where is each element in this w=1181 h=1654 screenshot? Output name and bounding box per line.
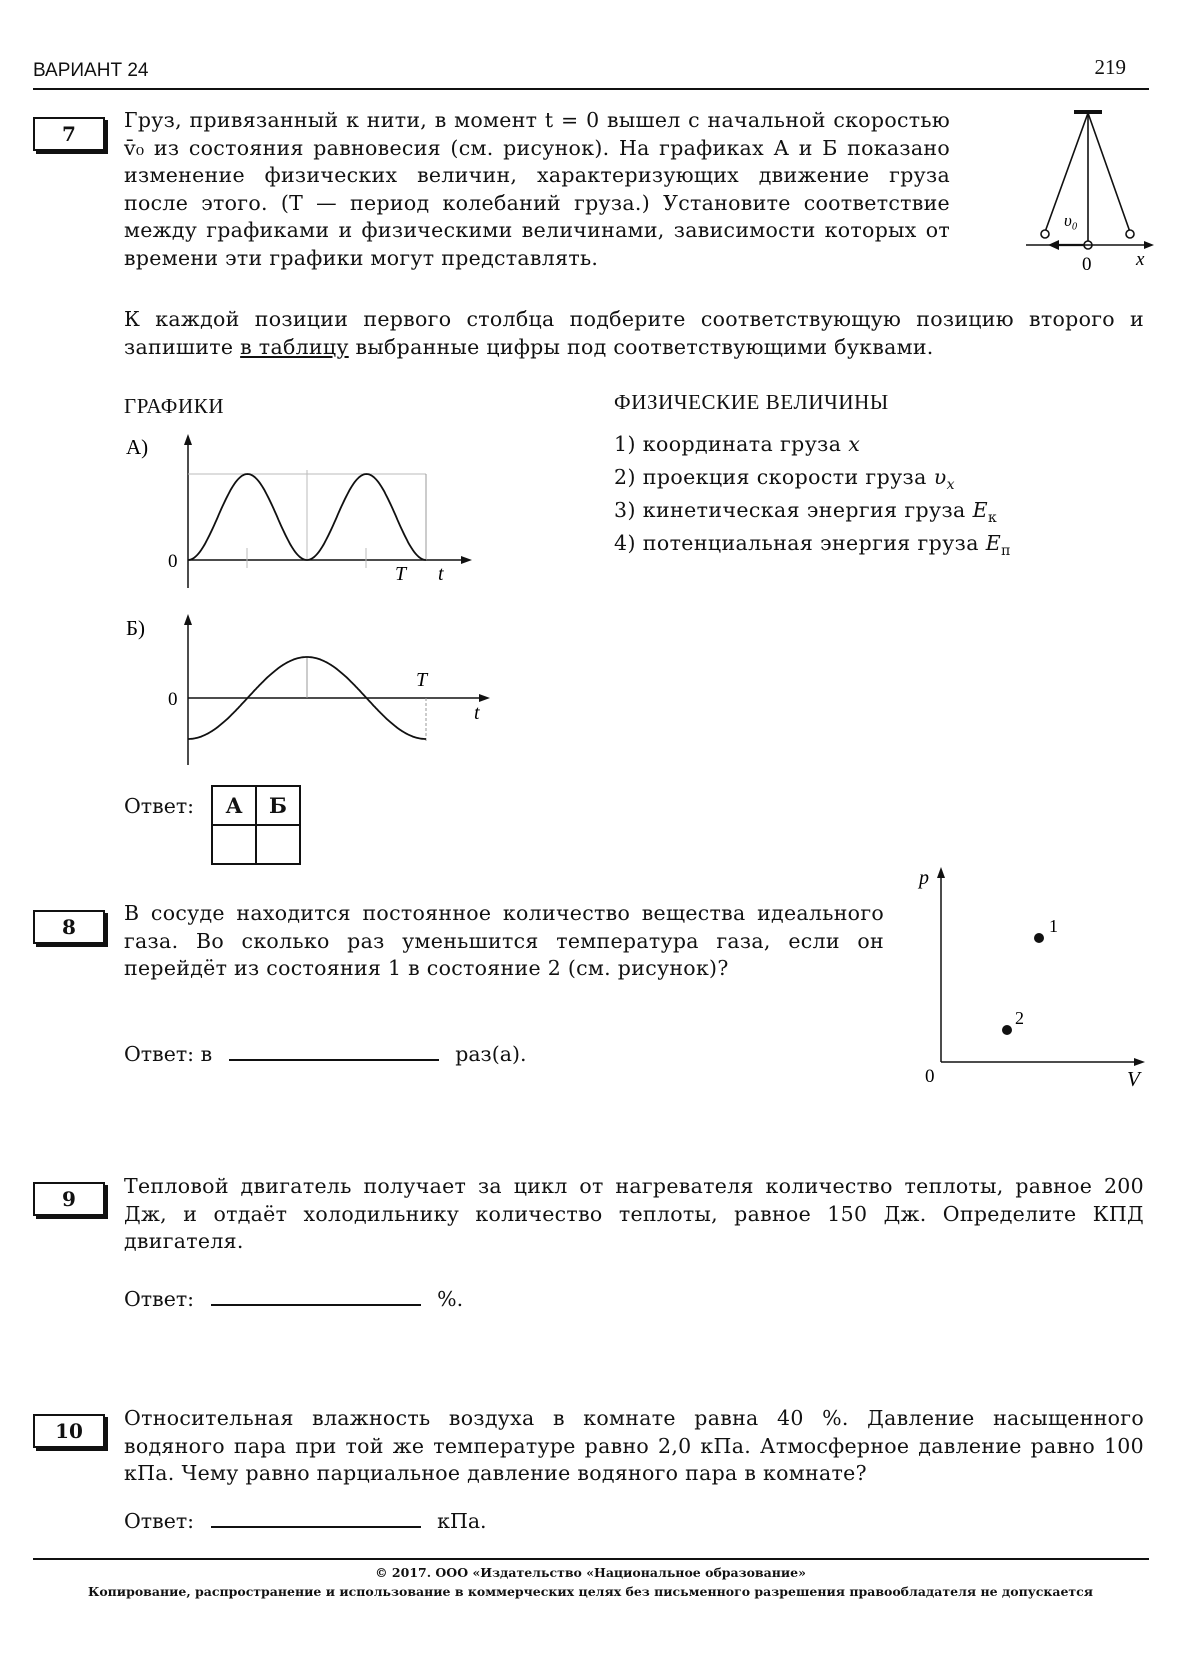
question-7-instructions [124,306,1144,361]
origin-label: 0 [1082,254,1092,275]
question-8-answer [124,1039,526,1066]
answer-cell-a[interactable] [212,825,256,864]
p-axis-label: p [919,867,929,889]
graph-a-zero: 0 [168,551,178,572]
question-9-answer-field[interactable] [211,1284,421,1306]
question-7-answer-label: Ответ: [124,794,195,818]
x-axis-label: x [1136,249,1145,270]
quantity-3 [614,498,997,526]
state-label-2: 2 [1015,1008,1024,1028]
question-8-answer-unit: раз(а). [455,1042,527,1066]
footer-notice: Копирование, распространение и использование в коммерческих целях без письменного разрешения правообладателя не допускается [87,1584,1094,1599]
question-7-answer-table [211,785,301,865]
quantity-4 [614,531,1011,559]
velocity-label: υ₀ [1064,211,1078,230]
footer-rule [33,1558,1149,1560]
answer-header-a: А [212,786,256,825]
footer-copyright: © 2017. ООО «Издательство «Национальное образование» [375,1565,806,1580]
question-10-answer-field[interactable] [211,1506,421,1528]
quantity-symbol: x [848,432,861,456]
instructions-end: выбранные цифры под соответствующими буквами. [348,334,934,359]
pendulum-figure [1008,108,1158,278]
velocity-arrowhead [1048,240,1059,250]
graph-a-t-label: t [438,563,444,585]
quantity-1 [614,432,860,456]
v-axis-arrow [1134,1058,1145,1066]
header-rule [33,88,1149,90]
pv-diagram [905,862,1155,1092]
quantities-heading: ФИЗИЧЕСКИЕ ВЕЛИЧИНЫ [614,390,889,414]
quantity-text: кинетическая энергия груза [642,498,973,522]
graph-a-period-label: T [395,563,407,585]
instructions-start: К каждой позиции первого столбца подберите соответствующую позицию второго и запишите [124,307,1144,359]
variant-title: ВАРИАНТ 24 [33,60,149,81]
question-8-answer-label: Ответ: в [124,1042,213,1066]
page-number: 219 [1094,55,1126,79]
graph-b-period-label: T [416,669,428,691]
question-9-text: Тепловой двигатель получает за цикл от нагревателя количество теплоты, равное 200 Дж, и отдаёт холодильнику количество теплоты, равное 150 Дж. Определите КПД двигателя. [124,1174,1144,1253]
question-10-answer [124,1506,487,1533]
quantity-text: потенциальная энергия груза [642,531,986,555]
quantity-subscript: п [1001,543,1011,560]
graph-b [120,610,500,770]
answer-cell-b[interactable] [256,825,300,864]
quantity-number: 3) [614,498,636,522]
quantity-symbol: E [985,531,1002,555]
answer-header-b: Б [256,786,300,825]
quantity-subscript: к [987,510,998,527]
quantity-text: проекция скорости груза [642,465,934,489]
question-10-number: 10 [33,1414,105,1448]
question-8-number: 8 [33,910,105,944]
quantity-symbol: υ [933,465,947,489]
question-9-answer-unit: %. [437,1287,464,1311]
graphs-heading: ГРАФИКИ [124,394,225,418]
question-7-paragraph-1: Груз, привязанный к нити, в момент t = 0 вышел с начальной скоростью v̄₀ из состояния равновесия (см. рисунок). На графиках А и Б показано изменение физических величин, характеризующих движение груза после этого. (T — период колебаний груза.) Установите соответствие между графиками и физическими величинами, зависимости которых от времени эти графики могут представлять. [124,108,950,270]
graph-b-label: Б) [126,616,146,640]
quantity-text: координата груза [642,432,849,456]
quantity-number: 4) [614,531,636,555]
graph-b-t-label: t [474,702,480,724]
quantity-number: 1) [614,432,636,456]
graph-a-t-arrow [461,556,472,564]
state-point-1 [1034,933,1044,943]
v-axis-label: V [1127,1067,1140,1091]
graph-a-label: А) [126,435,149,459]
question-7-text [124,107,950,272]
graph-a [120,430,500,595]
quantity-symbol: E [972,498,988,522]
question-10-answer-label: Ответ: [124,1509,195,1533]
quantity-number: 2) [614,465,636,489]
quantity-2 [614,465,955,493]
quantity-subscript: x [946,477,955,494]
question-9-number: 9 [33,1182,105,1216]
graph-b-y-arrow [184,614,192,625]
string-right [1088,113,1130,232]
question-8-answer-field[interactable] [229,1039,439,1061]
bob-left [1041,230,1049,238]
bob-right [1126,230,1134,238]
state-point-2 [1002,1025,1012,1035]
table-link[interactable]: в таблицу [240,334,349,359]
p-axis-arrow [937,867,945,878]
graph-b-zero: 0 [168,689,178,710]
x-axis-arrow [1144,241,1154,249]
question-10-answer-unit: кПа. [437,1509,487,1533]
origin-label: 0 [925,1066,935,1087]
question-9-answer [124,1284,463,1311]
graph-a-y-arrow [184,434,192,445]
graph-b-t-arrow [479,694,490,702]
question-8-text: В сосуде находится постоянное количество вещества идеального газа. Во сколько раз уменьшится температура газа, если он перейдёт из состояния 1 в состояние 2 (см. рисунок)? [124,901,884,980]
state-label-1: 1 [1049,916,1058,936]
question-10-text: Относительная влажность воздуха в комнате равна 40 %. Давление насыщенного водяного пара при той же температуре равно 2,0 кПа. Атмосферное давление равно 100 кПа. Чему равно парциальное давление водяного пара в комнате? [124,1406,1144,1485]
question-9-answer-label: Ответ: [124,1287,195,1311]
question-7-number: 7 [33,117,105,151]
